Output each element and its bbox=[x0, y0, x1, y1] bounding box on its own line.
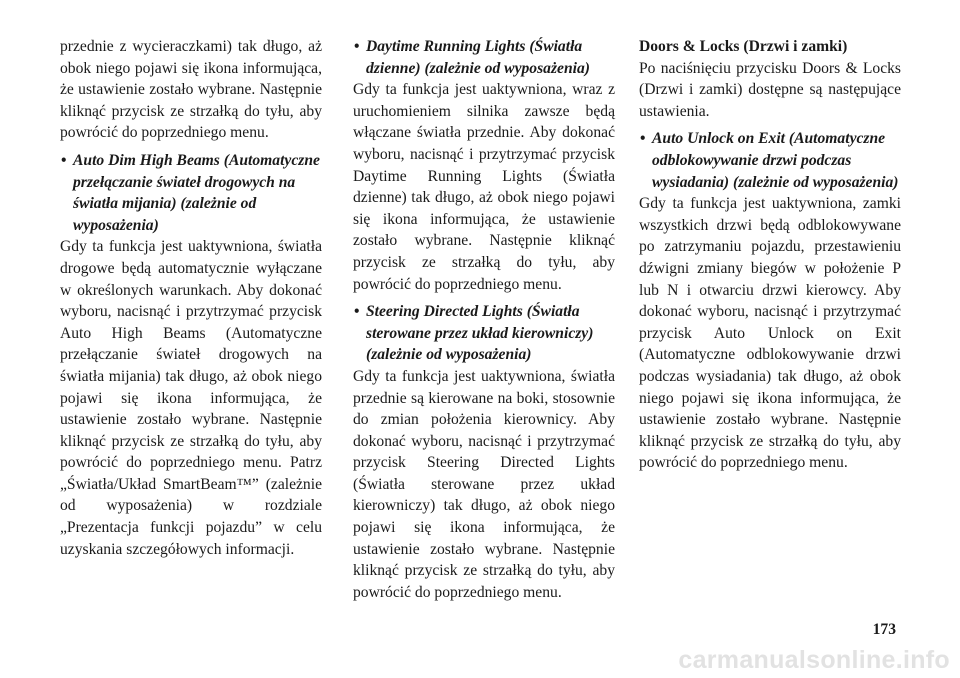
bullet-heading-text: Auto Unlock on Exit (Automatyczne odblokowywanie drzwi podczas wysiadania) (zależnie od wyposażenia) bbox=[652, 130, 899, 191]
bullet-heading-text: Auto Dim High Beams (Automatyczne przełączanie świateł drogowych na światła mijania) (zależnie od wyposażenia) bbox=[73, 151, 320, 234]
bullet-icon: • bbox=[61, 151, 67, 169]
bullet-icon: • bbox=[354, 303, 360, 321]
paragraph: przednie z wycieraczkami) tak długo, aż obok niego pojawi się ikona informująca, że ustawienie zostało wybrane. Następnie kliknąć przycisk ze strzałką do tyłu, aby powrócić do poprzedniego menu. bbox=[60, 38, 322, 142]
bullet-heading-text: Daytime Running Lights (Światła dzienne) (zależnie od wyposażenia) bbox=[366, 38, 590, 77]
section-heading: Doors & Locks (Drzwi i zamki) bbox=[639, 38, 848, 55]
text-column-middle bbox=[353, 36, 615, 603]
text-column-right bbox=[639, 36, 901, 474]
paragraph: Po naciśnięciu przycisku Doors & Locks (Drzwi i zamki) dostępne są następujące ustawienia. bbox=[639, 59, 901, 120]
paragraph: Gdy ta funkcja jest uaktywniona, światła przednie są kierowane na boki, stosownie do zmian położenia kierownicy. Aby dokonać wyboru, nacisnąć i przytrzymać przycisk Steering Directed Lights (Światła sterowane przez układ kierowniczy) tak długo, aż obok niego pojawi się ikona informująca, że ustawienie zostało wybrane. Następnie kliknąć przycisk ze strzałką do tyłu, aby powrócić do poprzedniego menu. bbox=[353, 367, 615, 601]
bullet-icon: • bbox=[354, 38, 360, 55]
paragraph: Gdy ta funkcja jest uaktywniona, światła drogowe będą automatycznie wyłączane w określonych warunkach. Aby dokonać wyboru, nacisnąć i przytrzymać przycisk Auto High Beams (Automatyczne przełączanie świateł drogowych na światła mijania) tak długo, aż obok niego pojawi się ikona informująca, że ustawienie zostało wybrane. Następnie kliknąć przycisk ze strzałką do tyłu, aby powrócić do poprzedniego menu. Patrz „Światła/Układ SmartBeam™” (zależnie od wyposażenia) w rozdziale „Prezentacja funkcji pojazdu” w celu uzyskania szczegółowych informacji. bbox=[60, 238, 322, 558]
bullet-heading-steering-directed-lights bbox=[353, 301, 615, 366]
bullet-heading-auto-unlock-on-exit bbox=[639, 128, 901, 193]
bullet-heading-text: Steering Directed Lights (Światła sterowane przez układ kierowniczy) (zależnie od wyposażenia) bbox=[366, 303, 594, 364]
bullet-heading-auto-dim-high-beams bbox=[60, 150, 322, 236]
watermark: carmanualsonline.info bbox=[678, 646, 950, 674]
paragraph: Gdy ta funkcja jest uaktywniona, wraz z uruchomieniem silnika zawsze będą włączane światła przednie. Aby dokonać wyboru, nacisnąć i przytrzymać przycisk Daytime Running Lights (Światła dzienne) tak długo, aż obok niego pojawi się ikona informująca, że ustawienie zostało wybrane. Następnie kliknąć przycisk ze strzałką do tyłu, aby powrócić do poprzedniego menu. bbox=[353, 81, 615, 293]
bullet-icon: • bbox=[640, 130, 646, 148]
bullet-heading-daytime-running-lights bbox=[353, 36, 615, 79]
page-number: 173 bbox=[872, 621, 896, 638]
paragraph: Gdy ta funkcja jest uaktywniona, zamki wszystkich drzwi będą odblokowywane po zatrzymaniu pojazdu, przestawieniu dźwigni zmiany biegów w położenie P lub N i otwarciu drzwi kierowcy. Aby dokonać wyboru, nacisnąć i przytrzymać przycisk Auto Unlock on Exit (Automatyczne odblokowywanie drzwi podczas wysiadania) tak długo, aż obok niego pojawi się ikona informująca, że ustawienie zostało wybrane. Następnie kliknąć przycisk ze strzałką do tyłu, aby powrócić do poprzedniego menu. bbox=[639, 195, 901, 472]
text-column-left bbox=[60, 36, 322, 560]
